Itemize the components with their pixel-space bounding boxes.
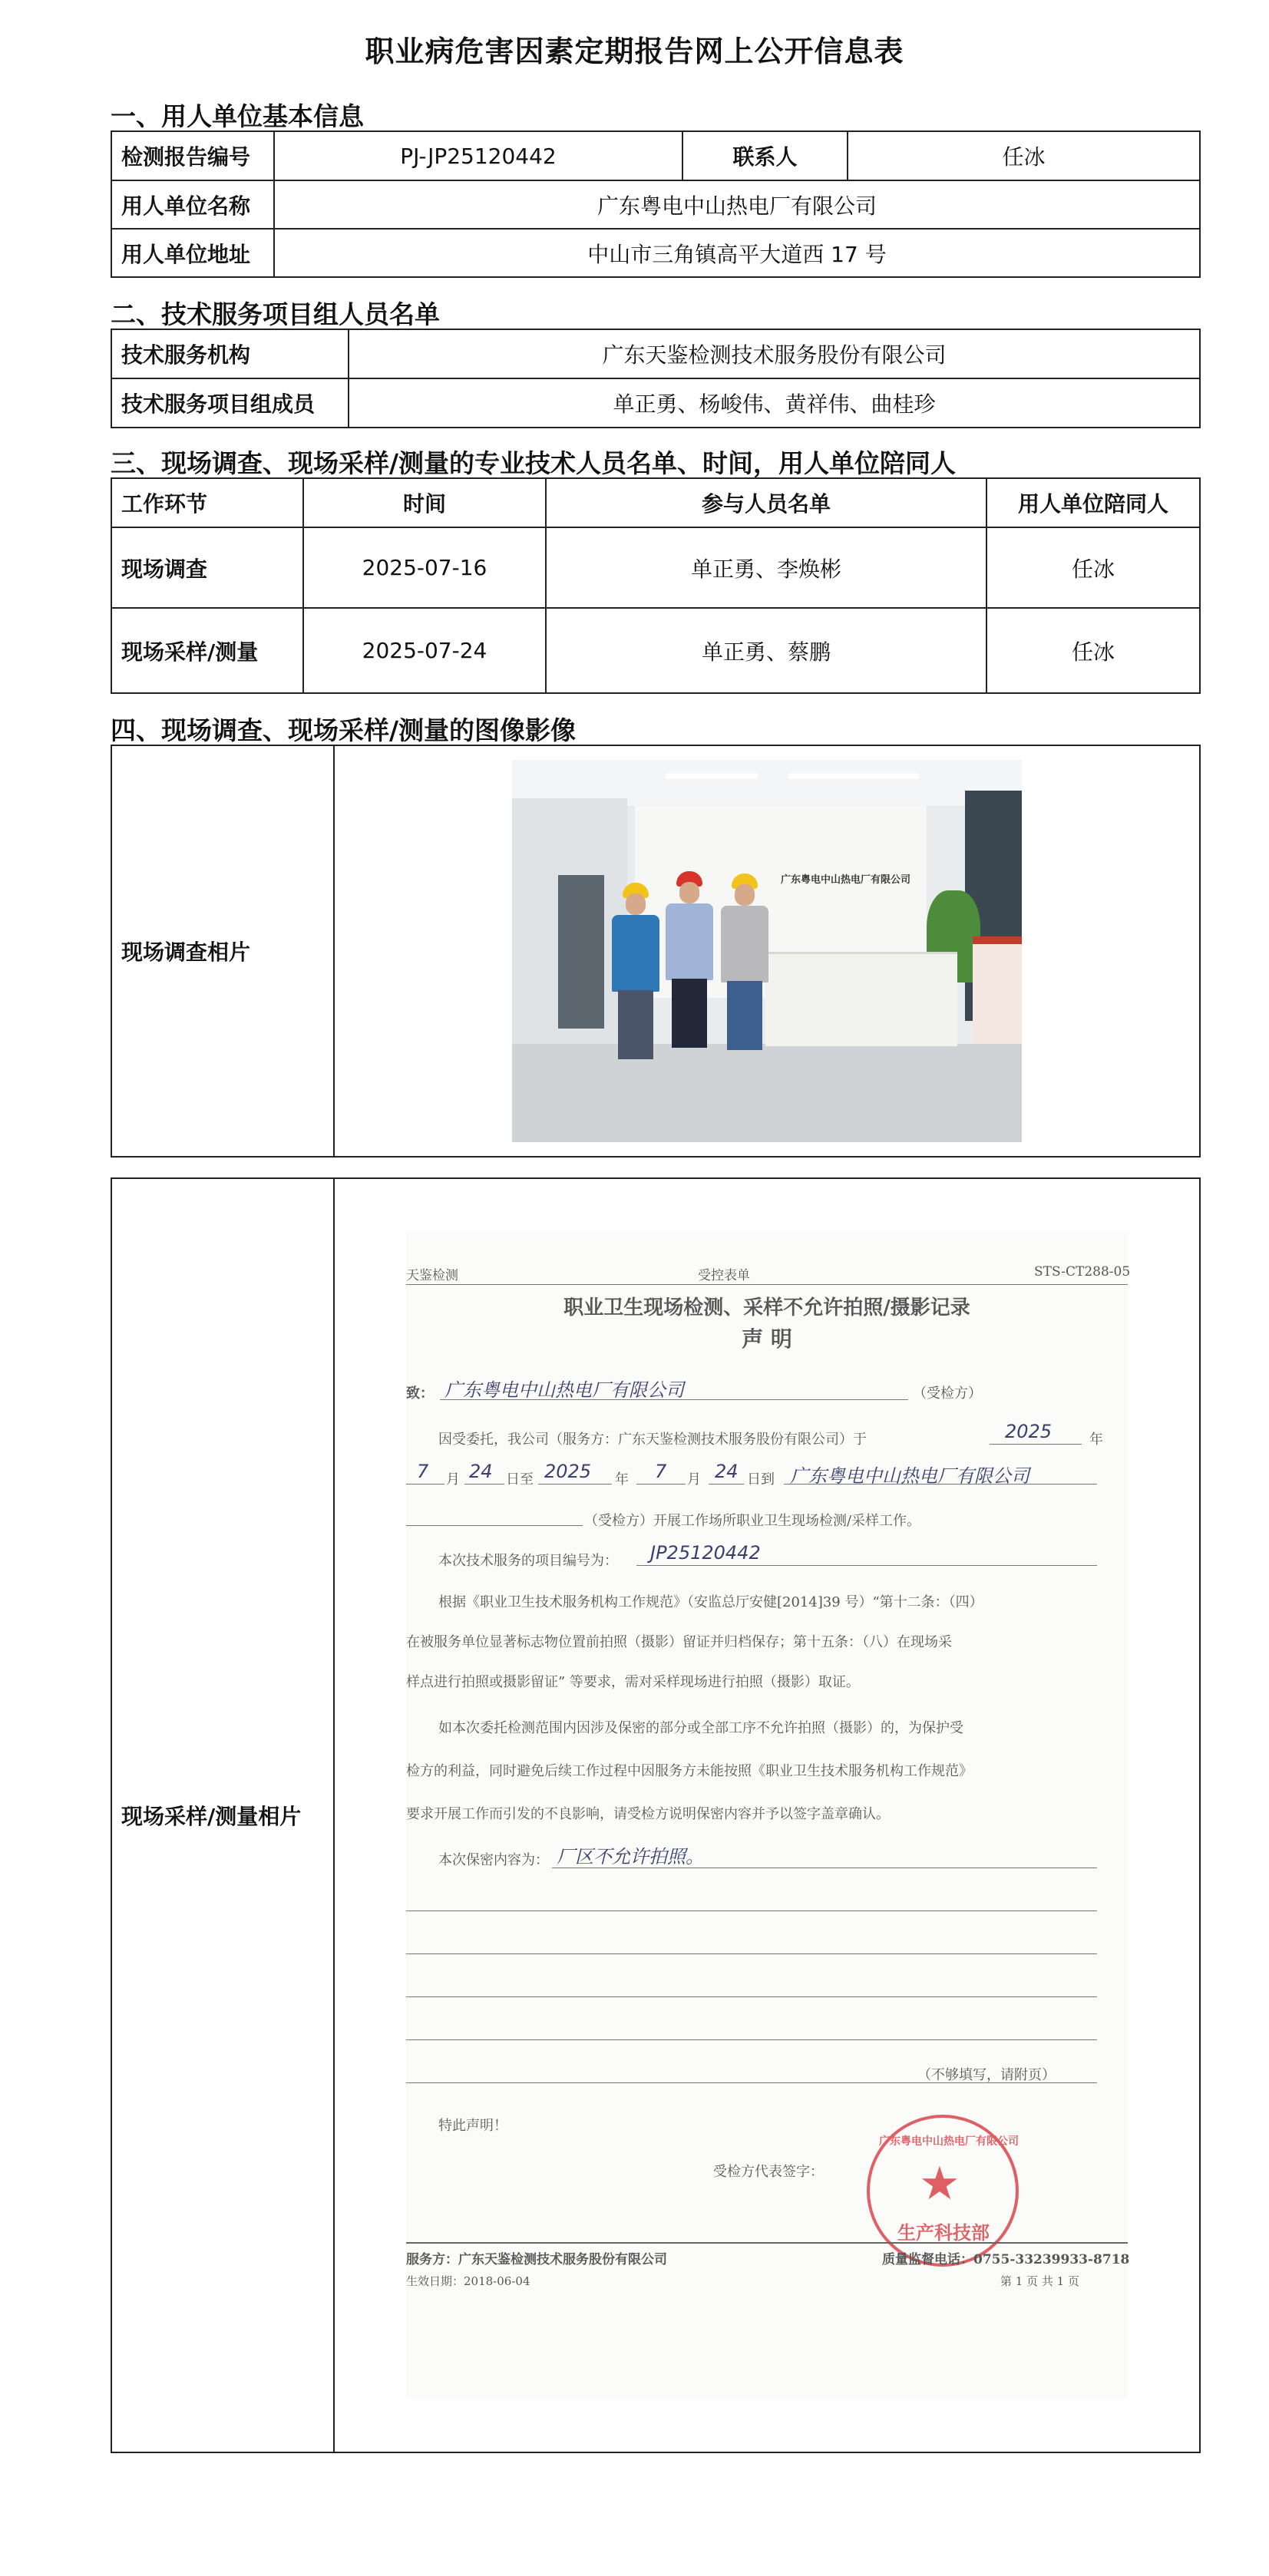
para4-line2: 检方的利益，同时避免后续工作过程中因服务方未能按照《职业卫生技术服务机构工作规范》 xyxy=(406,1763,973,1779)
escort-cell: 任冰 xyxy=(986,527,1200,608)
para4-line1: 如本次委托检测范围内因涉及保密的部分或全部工序不允许拍照（摄影）的，为保护受 xyxy=(438,1720,963,1736)
section2-heading: 二、技术服务项目组人员名单 xyxy=(111,299,440,329)
doc-header-right: STS-CT288-05 xyxy=(1034,1264,1131,1280)
unit-name-value: 广东粤电中山热电厂有限公司 xyxy=(274,180,1200,229)
para2: 本次技术服务的项目编号为： xyxy=(438,1553,618,1569)
para2-value: JP25120442 xyxy=(650,1542,761,1564)
section1-heading: 一、用人单位基本信息 xyxy=(111,101,364,131)
signer-label: 受检方代表签字： xyxy=(713,2164,824,2180)
para4-line3: 要求开展工作而引发的不良影响，请受检方说明保密内容并予以签字盖章确认。 xyxy=(406,1806,890,1822)
table-row xyxy=(111,608,1200,693)
to-suffix: （受检方） xyxy=(913,1385,982,1402)
report-no-value: PJ-JP25120442 xyxy=(274,131,682,180)
table-row xyxy=(111,527,1200,608)
photo-wall-sign: 广东粤电中山热电厂有限公司 xyxy=(781,874,911,886)
col-header-stage: 工作环节 xyxy=(111,478,303,527)
unit-address-label: 用人单位地址 xyxy=(111,229,274,277)
section3-heading: 三、现场调查、现场采样/测量的专业技术人员名单、时间，用人单位陪同人 xyxy=(111,448,957,478)
para3-line3: 样点进行拍照或摄影留证” 等要求，需对采样现场进行拍照（摄影）取证。 xyxy=(406,1674,860,1690)
page-number: 第 1 页 共 1 页 xyxy=(1000,2274,1079,2288)
doc-subtitle: 声 明 xyxy=(742,1326,792,1352)
para5: 本次保密内容为： xyxy=(438,1852,549,1868)
para1-e: 年 xyxy=(615,1471,629,1488)
para1-b: 年 xyxy=(1089,1432,1103,1448)
people-cell: 单正勇、蔡鹏 xyxy=(546,608,986,693)
seal-text: 广东粤电中山热电厂有限公司 xyxy=(879,2135,1019,2148)
doc-title: 职业卫生现场检测、采样不允许拍照/摄影记录 xyxy=(563,1296,970,1319)
section4-heading: 四、现场调查、现场采样/测量的图像影像 xyxy=(111,715,577,745)
para3-line2: 在被服务单位显著标志物位置前拍照（摄影）留证并归档保存；第十五条：（八）在现场采 xyxy=(406,1634,952,1650)
sampling-photo-table xyxy=(111,1177,1201,2453)
footer-service: 服务方：广东天鉴检测技术服务股份有限公司 xyxy=(406,2252,667,2267)
escort-cell: 任冰 xyxy=(986,608,1200,693)
people-cell: 单正勇、李焕彬 xyxy=(546,527,986,608)
para3-line1: 根据《职业卫生技术服务机构工作规范》（安监总厅安健[2014]39 号）“第十二条：（四） xyxy=(438,1594,983,1610)
para1-a: 因受委托，我公司（服务方：广东天鉴检测技术服务股份有限公司）于 xyxy=(438,1432,867,1448)
survey-photo-label: 现场调查相片 xyxy=(111,745,334,1157)
team-members-label: 技术服务项目组成员 xyxy=(111,378,349,428)
stage-cell: 现场采样/测量 xyxy=(111,608,303,693)
effective-date: 生效日期：2018-06-04 xyxy=(406,2274,530,2288)
para1-f: 月 xyxy=(687,1471,701,1488)
unit-name-label: 用人单位名称 xyxy=(111,180,274,229)
seal-dept: 生产科技部 xyxy=(897,2221,990,2244)
para1-c: 月 xyxy=(446,1471,460,1488)
doc-header-left: 天鉴检测 xyxy=(406,1268,458,1283)
para1-day1: 24 xyxy=(469,1461,493,1482)
date-cell: 2025-07-24 xyxy=(303,608,546,693)
to-prefix: 致： xyxy=(406,1385,434,1402)
col-header-time: 时间 xyxy=(303,478,546,527)
declaration-document xyxy=(406,1232,1131,2399)
para1-year: 2025 xyxy=(1005,1421,1053,1442)
survey-photo xyxy=(512,760,1022,1142)
survey-photo-table xyxy=(111,745,1201,1158)
special-statement: 特此声明！ xyxy=(438,2118,507,2134)
page-title: 职业病危害因素定期报告网上公开信息表 xyxy=(365,35,904,68)
company-seal xyxy=(867,2115,1019,2267)
para1-g: 日到 xyxy=(747,1471,775,1488)
staff-schedule-table xyxy=(111,477,1201,694)
unit-address-value: 中山市三角镇高平大道西 17 号 xyxy=(274,229,1200,277)
para1-day2: 24 xyxy=(715,1461,739,1482)
service-team-table xyxy=(111,329,1201,428)
date-cell: 2025-07-16 xyxy=(303,527,546,608)
para5-value: 厂区不允许拍照。 xyxy=(557,1846,704,1868)
report-no-label: 检测报告编号 xyxy=(111,131,274,180)
footer-phone: 质量监督电话：0755-33239933-8718 xyxy=(882,2252,1130,2267)
para1-d: 日至 xyxy=(506,1471,534,1488)
to-value: 广东粤电中山热电厂有限公司 xyxy=(444,1379,684,1401)
stage-cell: 现场调查 xyxy=(111,527,303,608)
service-org-value: 广东天鉴检测技术服务股份有限公司 xyxy=(349,329,1200,378)
doc-header-mid: 受控表单 xyxy=(698,1268,750,1283)
basic-info-table xyxy=(111,130,1201,278)
para1-h: （受检方）开展工作场所职业卫生现场检测/采样工作。 xyxy=(584,1513,921,1529)
sampling-photo-label: 现场采样/测量相片 xyxy=(111,1178,334,2452)
attach-note: （不够填写，请附页） xyxy=(917,2067,1056,2083)
para1-month1: 7 xyxy=(417,1461,429,1482)
service-org-label: 技术服务机构 xyxy=(111,329,349,378)
para1-year2: 2025 xyxy=(544,1461,592,1482)
col-header-escort: 用人单位陪同人 xyxy=(986,478,1200,527)
para1-unit: 广东粤电中山热电厂有限公司 xyxy=(790,1465,1029,1487)
contact-value: 任冰 xyxy=(848,131,1200,180)
contact-label: 联系人 xyxy=(682,131,848,180)
seal-star-icon: ★ xyxy=(919,2157,960,2211)
para1-month2: 7 xyxy=(655,1461,667,1482)
team-members-value: 单正勇、杨峻伟、黄祥伟、曲桂珍 xyxy=(349,378,1200,428)
col-header-people: 参与人员名单 xyxy=(546,478,986,527)
